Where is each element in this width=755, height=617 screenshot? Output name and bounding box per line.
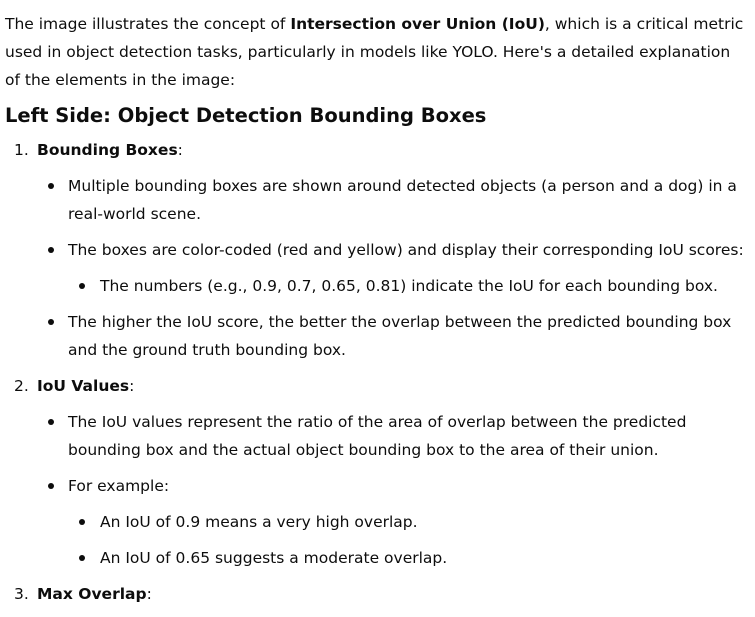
document-body: [5, 10, 745, 616]
item-number: 3.: [14, 585, 29, 603]
bullet-item: The higher the IoU score, the better the overlap between the predicted bounding box and the ground truth bounding box.: [37, 308, 745, 364]
list-item-max-overlap: [5, 580, 745, 608]
item-number: 2.: [14, 377, 29, 395]
sub-bullet-item: An IoU of 0.9 means a very high overlap.: [68, 508, 745, 536]
sub-bullet-item: An IoU of 0.65 suggests a moderate overlap.: [68, 544, 745, 572]
list-item-bounding-boxes: [5, 136, 745, 364]
intro-paragraph: [5, 10, 745, 94]
sub-bullet-list: [68, 272, 745, 300]
bullet-text: The boxes are color-coded (red and yellow) and display their corresponding IoU scores:: [68, 241, 744, 259]
bullet-item: [37, 472, 745, 572]
section-heading: Left Side: Object Detection Bounding Boxes: [5, 104, 487, 127]
sub-bullet-item: The numbers (e.g., 0.9, 0.7, 0.65, 0.81) indicate the IoU for each bounding box.: [68, 272, 745, 300]
intro-bold-term: Intersection over Union (IoU): [290, 15, 545, 33]
sub-bullet-list: [68, 508, 745, 572]
item-title: IoU Values: [37, 377, 130, 395]
intro-text-end: , which is a critical metric used in object detection tasks, particularly in models like YOLO. Here's a detailed explanation of the elements in the image:: [5, 15, 744, 89]
item-title: Bounding Boxes: [37, 141, 178, 159]
item-number: 1.: [14, 141, 29, 159]
bullet-item: The IoU values represent the ratio of the area of overlap between the predicted bounding box and the actual object bounding box to the area of their union.: [37, 408, 745, 464]
bullet-list: [37, 172, 745, 364]
bullet-list: [37, 408, 745, 572]
list-item-iou-values: [5, 372, 745, 572]
numbered-list: [5, 136, 745, 608]
intro-text-start: The image illustrates the concept of: [5, 15, 291, 33]
bullet-item: [37, 236, 745, 300]
item-title-suffix: :: [129, 377, 135, 395]
item-title-suffix: :: [146, 585, 152, 603]
item-title: Max Overlap: [37, 585, 147, 603]
item-title-suffix: :: [177, 141, 183, 159]
bullet-item: Multiple bounding boxes are shown around detected objects (a person and a dog) in a real-world scene.: [37, 172, 745, 228]
bullet-text: For example:: [68, 477, 170, 495]
